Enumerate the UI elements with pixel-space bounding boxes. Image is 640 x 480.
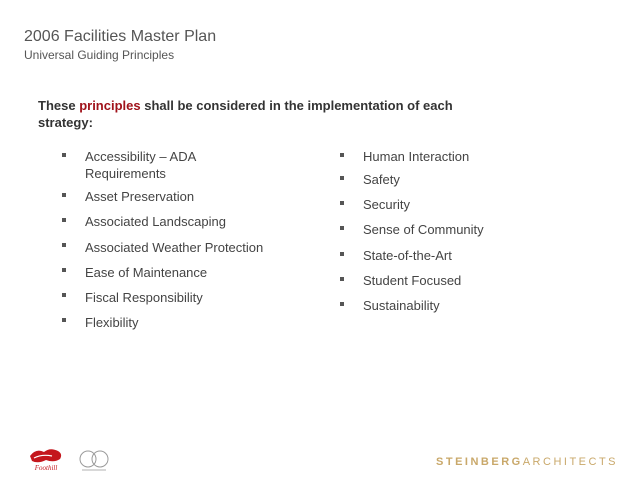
bullet-icon [62, 243, 66, 247]
list-item: State-of-the-Art [363, 248, 452, 263]
logo-text: Foothill [34, 464, 58, 472]
page-title: 2006 Facilities Master Plan [24, 28, 217, 45]
list-item: Sense of Community [363, 222, 484, 237]
bullet-icon [62, 193, 66, 197]
firm-brand [436, 456, 618, 468]
bullet-icon [340, 201, 344, 205]
list-item: Safety [363, 172, 400, 187]
bullet-icon [340, 252, 344, 256]
bullet-icon [62, 268, 66, 272]
bullet-icon [62, 218, 66, 222]
list-item: Security [363, 197, 410, 212]
brand-bold: STEINBERG [436, 456, 523, 468]
bullet-icon [62, 153, 66, 157]
bullet-icon [62, 318, 66, 322]
bullet-icon [340, 277, 344, 281]
bullet-icon [340, 153, 344, 157]
list-item: Human Interaction [363, 149, 470, 164]
list-item: Student Focused [363, 273, 462, 288]
list-item: Fiscal Responsibility [85, 290, 203, 305]
list-item: Ease of Maintenance [85, 265, 208, 280]
bullet-icon [340, 226, 344, 230]
intro-before: These [38, 98, 80, 113]
bullet-icon [340, 302, 344, 306]
college-logo-icon [28, 446, 64, 474]
intro-highlight: principles [79, 98, 141, 113]
brand-rest: ARCHITECTS [522, 456, 618, 468]
list-item: Accessibility – ADA Requirements [85, 149, 196, 181]
intro-after: shall be considered in the implementation of each strategy: [38, 98, 453, 130]
partner-seal-icon [76, 448, 112, 474]
list-item: Associated Weather Protection [85, 240, 264, 255]
bullet-icon [62, 293, 66, 297]
page-subtitle: Universal Guiding Principles [24, 48, 175, 62]
list-item: Associated Landscaping [85, 214, 226, 229]
bullet-icon [340, 176, 344, 180]
list-item: Flexibility [85, 315, 139, 330]
list-item: Asset Preservation [85, 189, 195, 204]
list-item: Sustainability [363, 298, 440, 313]
intro-text [38, 97, 508, 131]
